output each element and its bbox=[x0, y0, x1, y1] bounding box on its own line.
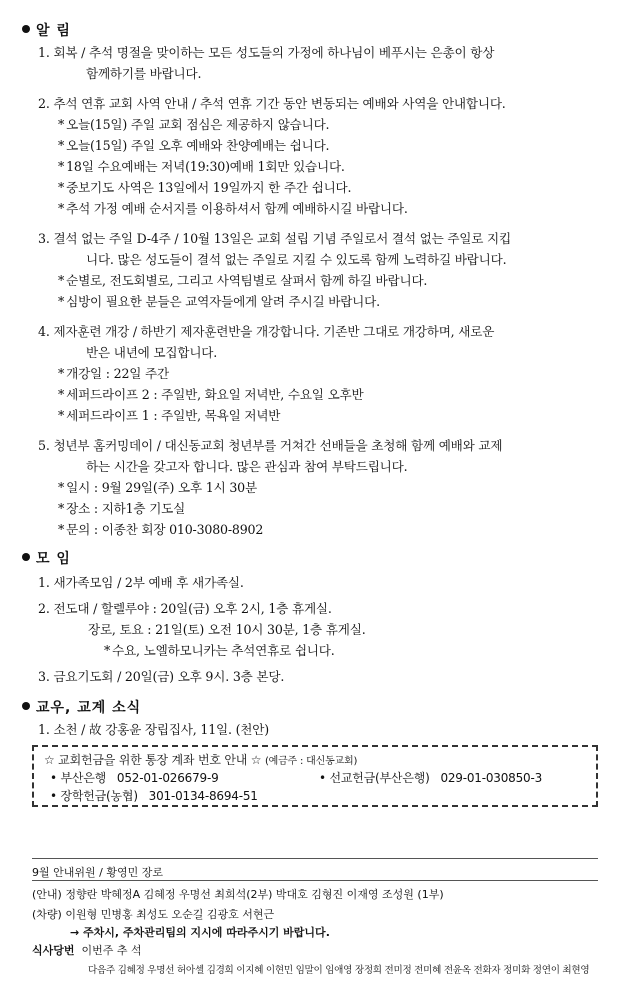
footer-divider bbox=[32, 880, 598, 881]
footer-meal-duty: 식사당번 이번주 추 석 bbox=[32, 944, 142, 957]
meeting-item-3: 3. 금요기도회 / 20일(금) 오후 9시. 3층 본당. bbox=[38, 669, 285, 684]
notice-item-1-cont: 함께하기를 바랍니다. bbox=[86, 66, 202, 81]
notice-item-1: 1. 회복 / 추석 명절을 맞이하는 모든 성도들의 가정에 하나님이 베푸시는 은총이 항상 bbox=[38, 45, 495, 60]
notice-item-4-bullet: * 세퍼드라이프 2 : 주일반, 화요일 저녁반, 수요일 오후반 bbox=[58, 387, 364, 402]
notice-item-3: 3. 결석 없는 주일 D-4주 / 10월 13일은 교회 설립 기념 주일로서 결석 없는 주일로 지킵 bbox=[38, 231, 511, 246]
notice-item-2-bullet: * 추석 가정 예배 순서지를 이용하셔서 함께 예배하시길 바랍니다. bbox=[58, 201, 408, 216]
notice-item-5-bullet: * 문의 : 이종찬 회장 010-3080-8902 bbox=[58, 522, 264, 537]
asterisk-icon: * bbox=[58, 294, 65, 309]
notice-item-5-bullet: * 장소 : 지하1층 기도실 bbox=[58, 501, 186, 516]
asterisk-icon: * bbox=[58, 408, 65, 423]
asterisk-icon: * bbox=[58, 117, 65, 132]
notice-item-4-bullet: * 개강일 : 22일 주간 bbox=[58, 366, 169, 381]
asterisk-icon: * bbox=[58, 522, 65, 537]
footer-divider bbox=[32, 858, 598, 859]
notice-item-3-cont: 니다. 많은 성도들이 결석 없는 주일로 지킬 수 있도록 함께 노력하길 바랍니다. bbox=[86, 252, 507, 267]
notice-item-2-bullet: * 오늘(15일) 주일 오후 예배와 찬양예배는 쉽니다. bbox=[58, 138, 330, 153]
notice-item-2-bullet: * 중보기도 사역은 13일에서 19일까지 한 주간 쉽니다. bbox=[58, 180, 352, 195]
notice-item-4-cont: 반은 내년에 모집합니다. bbox=[86, 345, 218, 360]
section-title-meeting: 모 임 bbox=[22, 548, 71, 568]
notice-item-4: 4. 제자훈련 개강 / 하반기 제자훈련반을 개강합니다. 기존반 그대로 개강하며, 새로운 bbox=[38, 324, 495, 339]
notice-item-2-bullet: * 18일 수요예배는 저녁(19:30)예배 1회만 있습니다. bbox=[58, 159, 345, 174]
notice-item-4-bullet: * 세퍼드라이프 1 : 주일반, 목욕일 저녁반 bbox=[58, 408, 281, 423]
asterisk-icon: * bbox=[58, 201, 65, 216]
meeting-item-2-cont: 장로, 토요 : 21일(토) 오전 10시 30분, 1층 휴게실. bbox=[88, 622, 366, 637]
footer-guide-list: (안내) 정향란 박혜정A 김혜정 우명선 최희석(2부) 박대호 김형진 이재영 조성원 (1부) bbox=[32, 888, 444, 901]
asterisk-icon: * bbox=[58, 138, 65, 153]
account-row-busan: • 부산은행 052-01-026679-9 bbox=[50, 771, 219, 785]
footer-vehicle-list: (차량) 이원형 민병홍 최성도 오순길 김광호 서현근 bbox=[32, 908, 275, 921]
meeting-item-2-note: * 수요, 노엘하모니카는 추석연휴로 쉽니다. bbox=[104, 643, 335, 658]
notice-item-5-bullet: * 일시 : 9월 29일(주) 오후 1시 30분 bbox=[58, 480, 257, 495]
account-row-scholarship: • 장학헌금(농협) 301-0134-8694-51 bbox=[50, 789, 258, 803]
section-title-notice: 알 림 bbox=[22, 20, 71, 40]
bullet-dot-icon bbox=[22, 553, 30, 561]
asterisk-icon: * bbox=[58, 387, 65, 402]
section-title-news: 교우, 교계 소식 bbox=[22, 697, 141, 717]
asterisk-icon: * bbox=[104, 643, 111, 658]
footer-meal-next: 다음주 김혜정 우명선 허아셀 김경희 이지혜 이현민 임말이 임애영 장정희 전미정 전미혜 전윤옥 전화자 정미화 정연이 최현영 bbox=[88, 965, 590, 976]
account-info-box bbox=[32, 745, 598, 807]
asterisk-icon: * bbox=[58, 501, 65, 516]
bullet-dot-icon bbox=[22, 25, 30, 33]
notice-item-3-bullet: * 심방이 필요한 분들은 교역자들에게 알려 주시길 바랍니다. bbox=[58, 294, 380, 309]
news-item-1: 1. 소천 / 故 강홍윤 장립집사, 11일. (천안) bbox=[38, 722, 269, 737]
notice-item-5-cont: 하는 시간을 갖고자 합니다. 많은 관심과 참여 부탁드립니다. bbox=[86, 459, 408, 474]
asterisk-icon: * bbox=[58, 159, 65, 174]
footer-parking-note: → 주차시, 주차관리팀의 지시에 따라주시기 바랍니다. bbox=[70, 926, 330, 939]
account-row-mission: • 선교헌금(부산은행) 029-01-030850-3 bbox=[319, 771, 543, 785]
asterisk-icon: * bbox=[58, 480, 65, 495]
notice-item-5: 5. 청년부 홈커밍데이 / 대신동교회 청년부를 거쳐간 선배들을 초청해 함께 예배와 교제 bbox=[38, 438, 503, 453]
asterisk-icon: * bbox=[58, 180, 65, 195]
notice-item-3-bullet: * 순별로, 전도회별로, 그리고 사역팀별로 살펴서 함께 하길 바랍니다. bbox=[58, 273, 428, 288]
notice-item-2: 2. 추석 연휴 교회 사역 안내 / 추석 연휴 기간 동안 변동되는 예배와 사역을 안내합니다. bbox=[38, 96, 506, 111]
meeting-item-2: 2. 전도대 / 할렐루야 : 20일(금) 오후 2시, 1층 휴게실. bbox=[38, 601, 332, 616]
footer-guide-committee: 9월 안내위원 / 황영민 장로 bbox=[32, 866, 163, 879]
asterisk-icon: * bbox=[58, 273, 65, 288]
account-header: ☆ 교회헌금을 위한 통장 계좌 번호 안내 ☆ (예금주 : 대신동교회) bbox=[44, 753, 358, 767]
notice-item-2-bullet: * 오늘(15일) 주일 교회 점심은 제공하지 않습니다. bbox=[58, 117, 330, 132]
bullet-dot-icon bbox=[22, 702, 30, 710]
meeting-item-1: 1. 새가족모임 / 2부 예배 후 새가족실. bbox=[38, 575, 244, 590]
asterisk-icon: * bbox=[58, 366, 65, 381]
